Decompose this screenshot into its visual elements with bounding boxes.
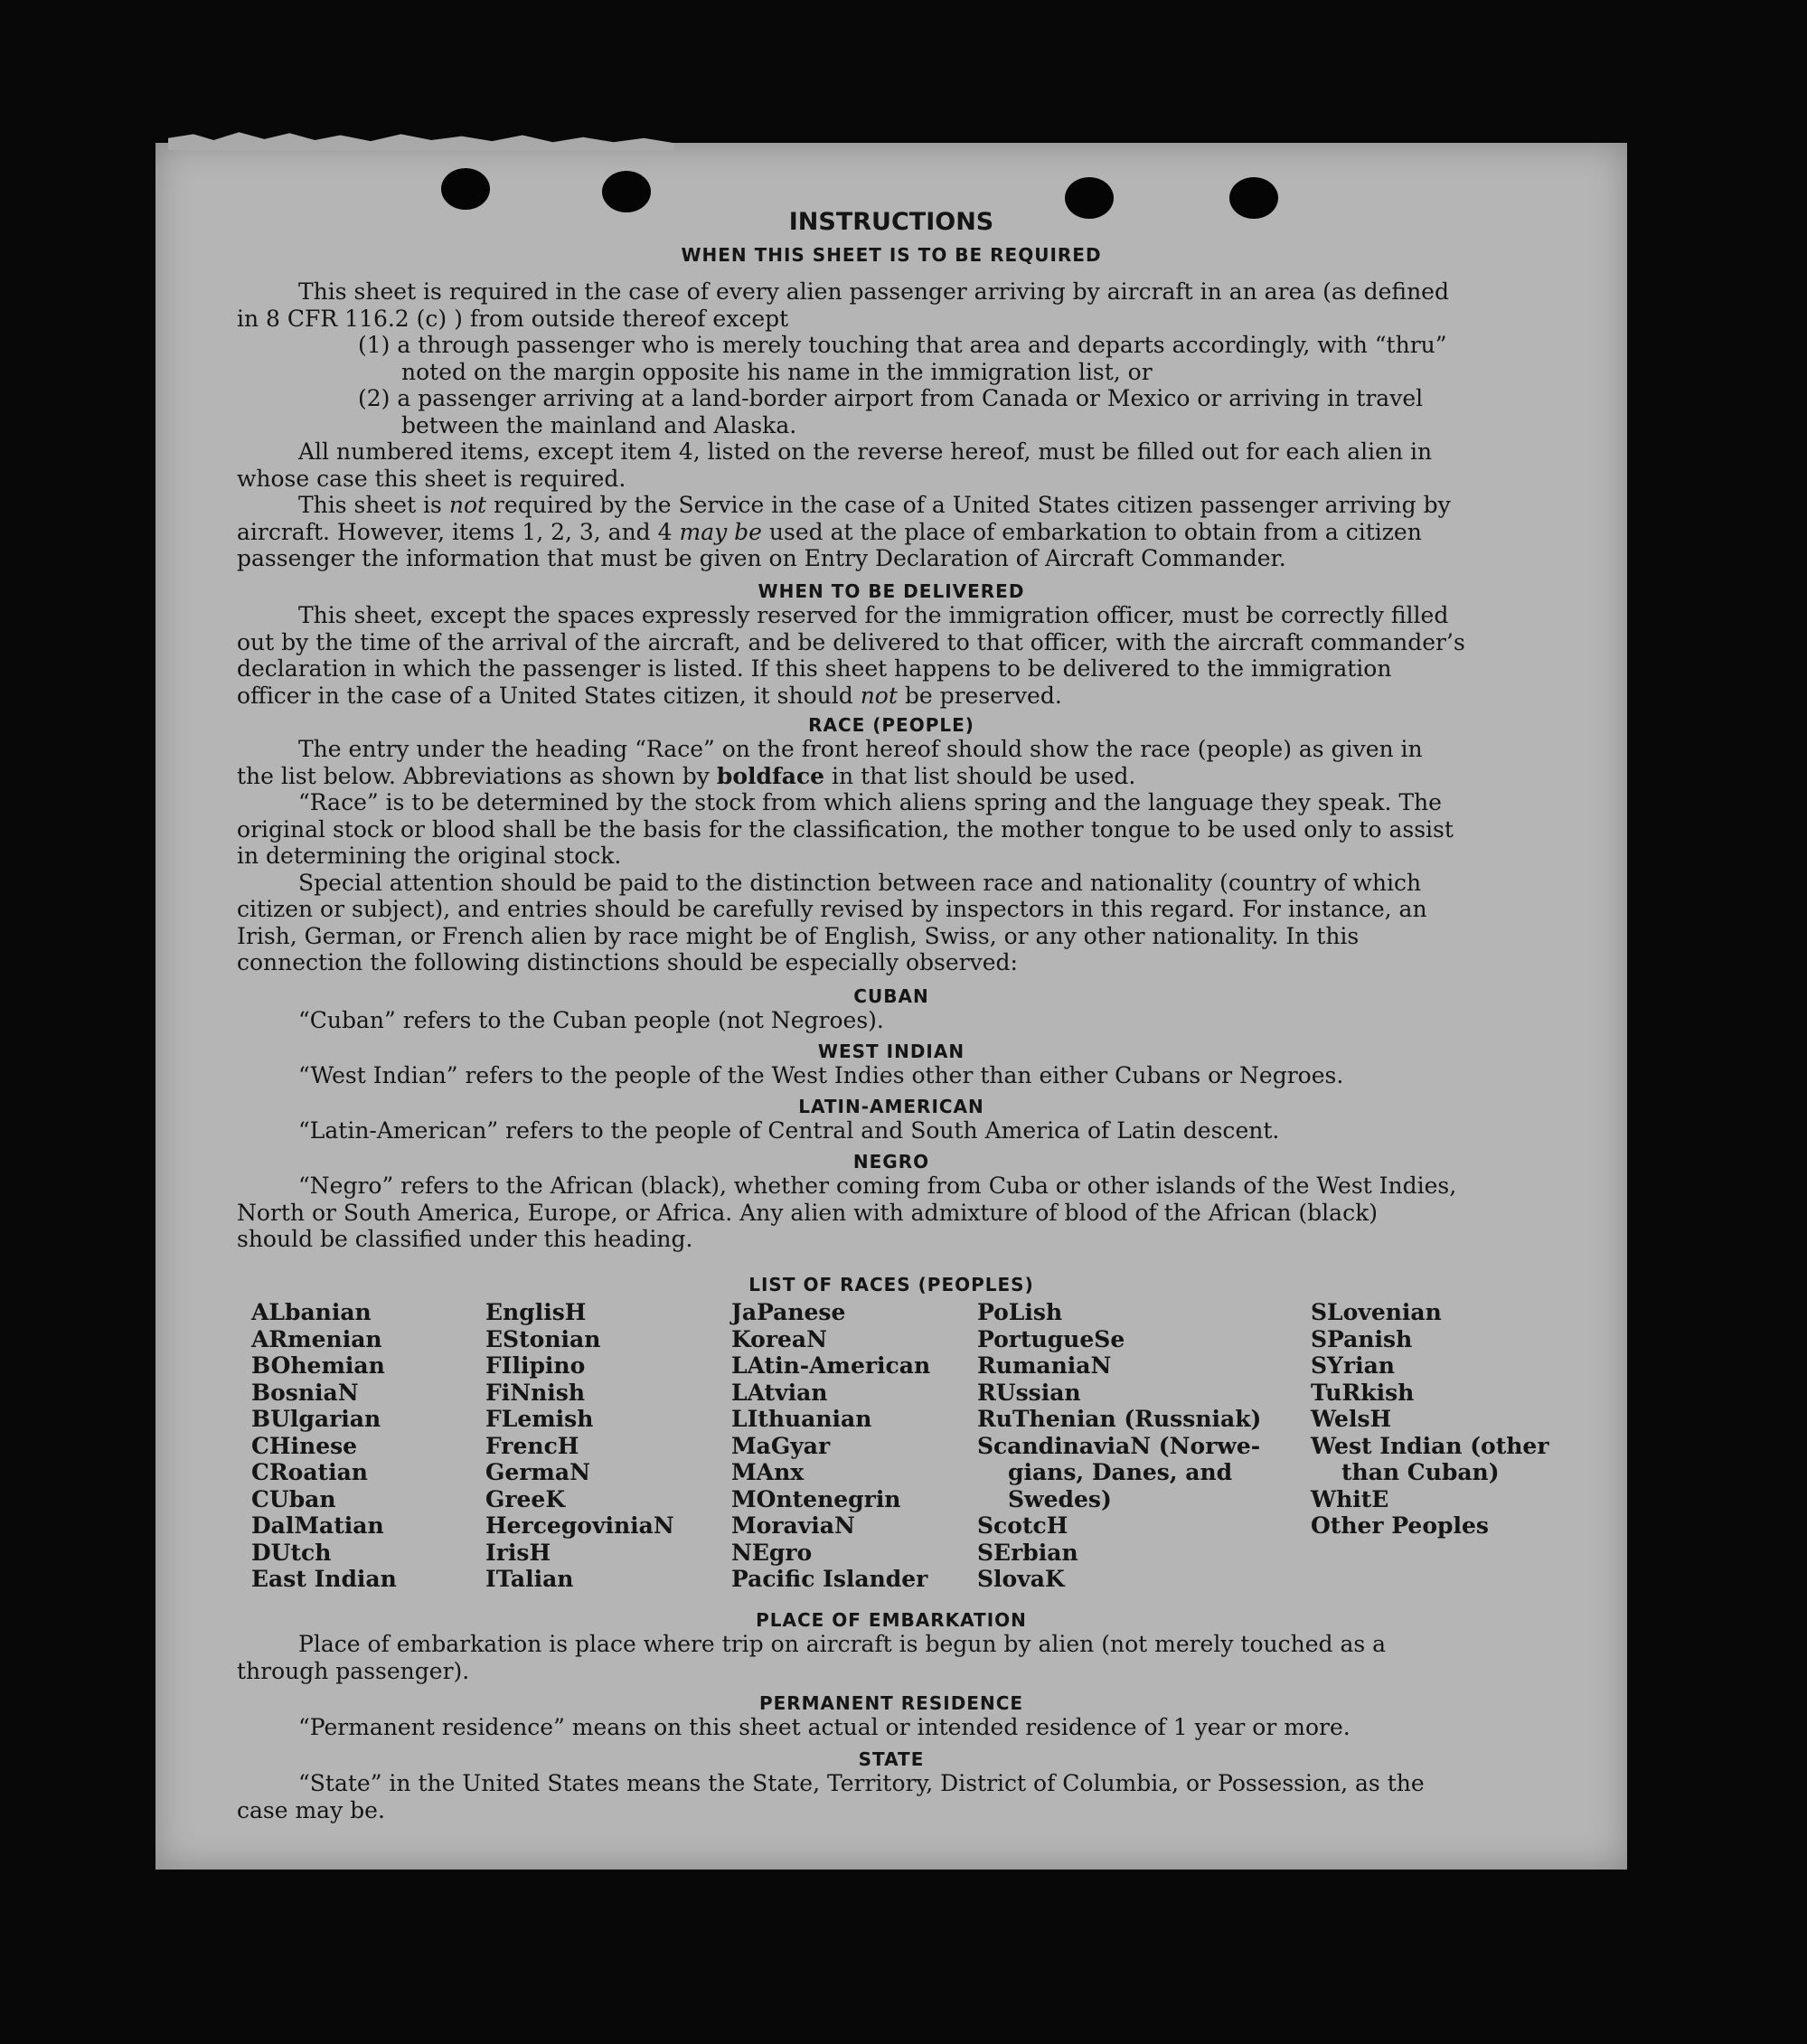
text-line: “Negro” refers to the African (black), whether coming from Cuba or other islands of the West Indies, — [298, 1173, 1457, 1199]
text-line: in determining the original stock. — [237, 843, 622, 869]
text-line: whose case this sheet is required. — [237, 465, 626, 492]
race-entry: ARmenian — [251, 1325, 382, 1352]
text-line: case may be. — [237, 1796, 385, 1823]
place-of-embarkation-heading: PLACE OF EMBARKATION — [756, 1609, 1027, 1631]
text-line: This sheet, except the spaces expressly reserved for the immigration officer, must be correctly filled — [298, 602, 1449, 628]
race-entry: GreeK — [485, 1485, 566, 1512]
race-entry: SLovenian — [1311, 1299, 1442, 1325]
race-entry: BOhemian — [251, 1352, 385, 1379]
text-line: “Permanent residence” means on this sheet actual or intended residence of 1 year or more. — [298, 1714, 1351, 1740]
state-paragraph — [237, 1770, 1564, 1823]
text-fragment: aircraft. However, items 1, 2, 3, and 4 — [237, 518, 680, 545]
race-entry: KoreaN — [731, 1325, 827, 1352]
race-entry: PoLish — [977, 1299, 1063, 1325]
race-entry: BosniaN — [251, 1379, 359, 1406]
cuban-paragraph — [237, 1007, 1564, 1034]
race-list-column — [251, 1299, 397, 1593]
race-entry: WelsH — [1311, 1406, 1392, 1432]
text-fragment: This sheet is — [298, 492, 449, 518]
race-entry-continuation: gians, Danes, and — [1008, 1459, 1233, 1485]
text-line: (2) a passenger arriving at a land-border airport from Canada or Mexico or arriving in travel — [358, 385, 1424, 411]
race-entry: LAtvian — [731, 1379, 828, 1406]
text-fragment: be preserved. — [897, 682, 1062, 709]
text-line: (1) a through passenger who is merely touching that area and departs accordingly, with “thru” — [358, 332, 1447, 358]
latin-american-paragraph — [237, 1117, 1564, 1144]
text-line — [237, 492, 1564, 519]
race-entry: TuRkish — [1311, 1379, 1415, 1406]
race-entry: SErbian — [977, 1539, 1078, 1566]
text-line: original stock or blood shall be the basis for the classification, the mother tongue to be used only to assist — [237, 815, 1454, 843]
text-line: connection the following distinctions should be especially observed: — [237, 949, 1018, 975]
race-entry: EnglisH — [485, 1299, 587, 1325]
race-entry: West Indian (other — [1311, 1432, 1549, 1459]
text-line: All numbered items, except item 4, listed on the reverse hereof, must be filled out for each alien in — [298, 438, 1433, 465]
race-entry: SPanish — [1311, 1325, 1413, 1352]
text-line — [237, 763, 1564, 790]
race-entry: FLemish — [485, 1406, 594, 1432]
race-entry: DUtch — [251, 1539, 332, 1566]
text-line: North or South America, Europe, or Africa. Any alien with admixture of blood of the African (black) — [237, 1199, 1378, 1226]
race-entry: FrencH — [485, 1432, 579, 1459]
race-entry: LAtin-American — [731, 1352, 931, 1379]
race-entry: East Indian — [251, 1566, 397, 1592]
race-entry-continuation: Swedes) — [1008, 1485, 1112, 1512]
race-people-heading: RACE (PEOPLE) — [808, 714, 974, 736]
text-line: “Latin-American” refers to the people of Central and South America of Latin descent. — [298, 1117, 1280, 1144]
punch-hole — [441, 168, 490, 210]
race-list-column — [731, 1299, 930, 1593]
race-entry: CHinese — [251, 1432, 358, 1459]
text-line: declaration in which the passenger is listed. If this sheet happens to be delivered to the immigration — [237, 655, 1392, 682]
text-line: Place of embarkation is place where trip on aircraft is begun by alien (not merely touched as a — [298, 1631, 1387, 1657]
text-fragment: the list below. Abbreviations as shown by — [237, 762, 717, 789]
text-fragment: officer in the case of a United States citizen, it should — [237, 682, 861, 709]
instructions-heading: INSTRUCTIONS — [788, 208, 994, 236]
text-line: citizen or subject), and entries should be carefully revised by inspectors in this regard. For instance, an — [237, 896, 1427, 922]
race-entry-continuation: than Cuban) — [1341, 1459, 1500, 1485]
race-entry: JaPanese — [731, 1299, 846, 1325]
race-entry: FIlipino — [485, 1352, 586, 1379]
race-entry: IrisH — [485, 1539, 551, 1566]
race-entry: RumaniaN — [977, 1352, 1112, 1379]
race-entry: BUlgarian — [251, 1406, 381, 1432]
when-delivered-paragraph — [237, 602, 1564, 709]
text-line: through passenger). — [237, 1657, 470, 1684]
race-entry: GermaN — [485, 1459, 590, 1485]
text-line: noted on the margin opposite his name in the immigration list, or — [401, 358, 1153, 385]
west-indian-paragraph — [237, 1062, 1564, 1089]
race-list-column — [485, 1299, 674, 1593]
race-entry: ScandinaviaN (Norwe- — [977, 1432, 1261, 1459]
negro-heading: NEGRO — [852, 1151, 930, 1173]
text-line: between the mainland and Alaska. — [401, 411, 797, 438]
race-entry: PortugueSe — [977, 1325, 1125, 1352]
latin-american-heading: LATIN-AMERICAN — [798, 1096, 984, 1117]
west-indian-heading: WEST INDIAN — [817, 1041, 965, 1062]
text-line: This sheet is required in the case of every alien passenger arriving by aircraft in an area (as defined — [298, 278, 1449, 305]
text-fragment: required by the Service in the case of a United States citizen passenger arriving by — [486, 492, 1451, 518]
race-entry: ALbanian — [251, 1299, 372, 1325]
text-line: should be classified under this heading. — [237, 1226, 693, 1252]
bold-text: boldface — [716, 762, 825, 789]
place-of-embarkation-paragraph — [237, 1631, 1564, 1684]
race-entry: MaGyar — [731, 1432, 831, 1459]
text-line: “State” in the United States means the State, Territory, District of Columbia, or Possession, as the — [298, 1770, 1425, 1796]
when-required-paragraph — [237, 278, 1564, 572]
list-of-races-heading: LIST OF RACES (PEOPLES) — [748, 1274, 1034, 1295]
race-entry: NEgro — [731, 1539, 813, 1566]
race-entry: Other Peoples — [1311, 1512, 1489, 1539]
race-entry: HercegoviniaN — [485, 1512, 674, 1539]
race-list-column — [1311, 1299, 1549, 1540]
cuban-heading: CUBAN — [853, 985, 929, 1007]
text-line — [237, 519, 1564, 546]
emphasis-text: may be — [679, 518, 762, 545]
race-entry: LIthuanian — [731, 1406, 872, 1432]
emphasis-text: not — [860, 682, 898, 709]
race-entry: Pacific Islander — [731, 1566, 928, 1592]
text-line: out by the time of the arrival of the aircraft, and be delivered to that officer, with the aircraft commander’s — [237, 628, 1465, 655]
race-entry: FiNnish — [485, 1379, 586, 1406]
when-required-heading: WHEN THIS SHEET IS TO BE REQUIRED — [681, 244, 1102, 266]
text-fragment: in that list should be used. — [824, 762, 1136, 789]
race-entry: SYrian — [1311, 1352, 1395, 1379]
torn-paper-edge — [168, 130, 674, 150]
text-line: “Cuban” refers to the Cuban people (not Negroes). — [298, 1007, 884, 1033]
race-entry: RuThenian (Russniak) — [977, 1406, 1262, 1432]
permanent-residence-heading: PERMANENT RESIDENCE — [758, 1692, 1024, 1714]
race-entry: MAnx — [731, 1459, 805, 1485]
state-heading: STATE — [858, 1748, 925, 1770]
text-line: “Race” is to be determined by the stock from which aliens spring and the language they speak. The — [298, 789, 1442, 815]
race-list-column — [977, 1299, 1261, 1593]
permanent-residence-paragraph — [237, 1714, 1564, 1741]
race-entry: SlovaK — [977, 1566, 1065, 1592]
race-entry: MOntenegrin — [731, 1485, 901, 1512]
when-delivered-heading: WHEN TO BE DELIVERED — [758, 580, 1025, 602]
text-line: “West Indian” refers to the people of the West Indies other than either Cubans or Negroes. — [298, 1062, 1344, 1088]
race-entry: EStonian — [485, 1325, 601, 1352]
race-entry: MoraviaN — [731, 1512, 855, 1539]
text-line: Special attention should be paid to the distinction between race and nationality (country of which — [298, 869, 1422, 896]
race-entry: CRoatian — [251, 1459, 368, 1485]
text-line: in 8 CFR 116.2 (c) ) from outside thereof except — [237, 305, 789, 332]
emphasis-text: not — [448, 492, 487, 518]
race-entry: RUssian — [977, 1379, 1081, 1406]
text-line: Irish, German, or French alien by race might be of English, Swiss, or any other nationality. In this — [237, 922, 1360, 949]
race-entry: ScotcH — [977, 1512, 1068, 1539]
race-entry: DalMatian — [251, 1512, 384, 1539]
race-entry: ITalian — [485, 1566, 574, 1592]
race-entry: WhitE — [1311, 1485, 1389, 1512]
text-fragment: used at the place of embarkation to obtain from a citizen — [761, 518, 1422, 545]
text-line: passenger the information that must be given on Entry Declaration of Aircraft Commander. — [237, 545, 1286, 571]
punch-hole — [602, 171, 651, 212]
race-people-paragraph — [237, 736, 1564, 976]
negro-paragraph — [237, 1173, 1564, 1253]
race-entry: CUban — [251, 1485, 336, 1512]
text-line — [237, 683, 1564, 710]
text-line: The entry under the heading “Race” on the front hereof should show the race (people) as given in — [298, 736, 1423, 762]
